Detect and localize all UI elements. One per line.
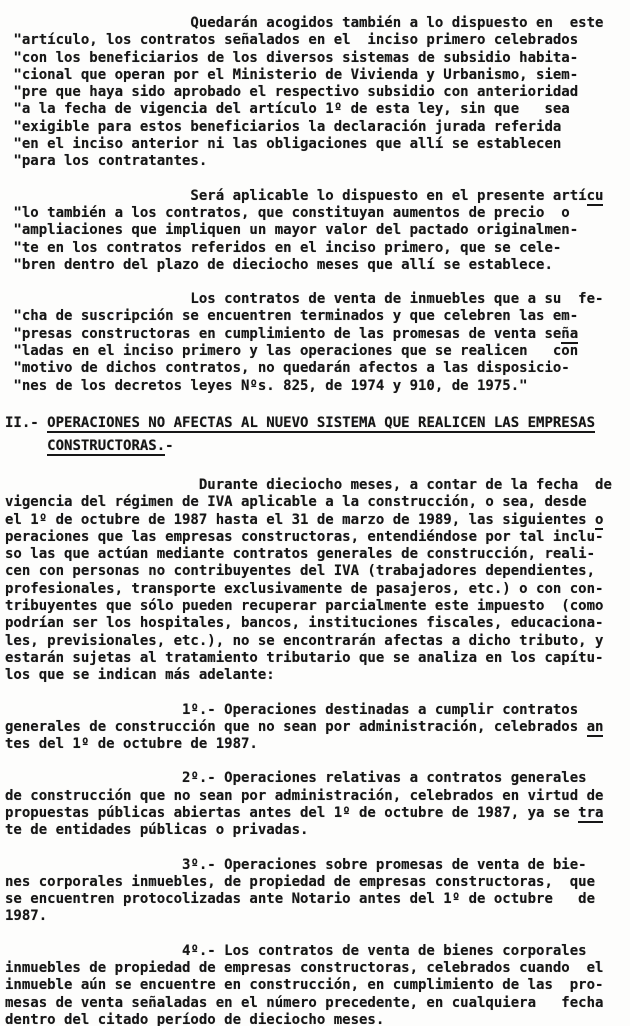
text-line	[5, 633, 626, 650]
text-segment: 1987.	[5, 908, 48, 925]
text-segment: podrían ser los hospitales, bancos, instituciones fiscales, educaciona-	[5, 615, 604, 632]
text-line	[5, 891, 626, 908]
text-segment: "nes de los decretos leyes Nºs. 825, de 1974 y 910, de 1975."	[5, 377, 528, 394]
quoted-paragraph-3	[5, 291, 626, 395]
text-line	[5, 136, 626, 153]
text-line	[5, 770, 626, 787]
text-line	[5, 805, 626, 822]
item-3	[5, 857, 626, 926]
text-segment: "para los contratantes.	[5, 153, 208, 170]
text-segment: Quedarán acogidos también a lo dispuesto en este	[5, 15, 604, 31]
text-line	[5, 908, 626, 925]
text-line	[5, 650, 626, 667]
text-segment: inmuebles de propiedad de empresas constructoras, celebrados cuando el	[5, 960, 604, 977]
text-line	[5, 343, 626, 360]
text-segment: inmueble aún se encuentre en construcción, en cumplimiento de las pro-	[5, 977, 604, 994]
text-line	[5, 15, 626, 32]
text-segment: los que se indican más adelante:	[5, 667, 275, 684]
text-line	[5, 67, 626, 84]
item-1	[5, 702, 626, 754]
text-line	[5, 222, 626, 239]
text-line	[5, 977, 626, 994]
text-segment: 3º.- Operaciones sobre promesas de venta de bie-	[5, 856, 587, 873]
text-segment: "lo también a los contratos, que constituyan aumentos de precio o	[5, 204, 570, 221]
underlined-text: an	[587, 719, 604, 738]
text-segment: estarán sujetas al tratamiento tributario que se analiza en los capítu-	[5, 649, 604, 666]
text-segment: 1º.- Operaciones destinadas a cumplir contratos	[5, 701, 579, 718]
text-line	[5, 32, 626, 49]
text-segment: -	[165, 437, 174, 454]
text-line	[5, 494, 626, 511]
text-segment: "exigible para estos beneficiarios la declaración jurada referida	[5, 118, 562, 135]
text-segment: peraciones que las empresas constructoras, entendiéndose por tal inclu-	[5, 528, 604, 545]
text-line	[5, 512, 626, 529]
text-line	[5, 326, 626, 343]
text-line	[5, 581, 626, 598]
item-2	[5, 770, 626, 839]
text-line	[5, 240, 626, 257]
underlined-text: OPERACIONES NO AFECTAS AL NUEVO SISTEMA QUE REALICEN LAS EMPRESAS	[47, 415, 595, 434]
text-line	[5, 412, 626, 435]
text-segment: cen con personas no contribuyentes del IVA (trabajadores dependientes,	[5, 563, 596, 580]
text-segment: II.-	[5, 414, 48, 431]
text-line	[5, 529, 626, 546]
text-line	[5, 788, 626, 805]
text-line	[5, 822, 626, 839]
text-line	[5, 615, 626, 632]
text-segment: Los contratos de venta de inmuebles que a su fe-	[5, 291, 604, 308]
text-segment: generales de construcción que no sean por administración, celebrados	[5, 718, 587, 735]
text-line	[5, 736, 626, 753]
text-segment: "a la fecha de vigencia del artículo 1º de esta ley, sin que sea	[5, 101, 570, 118]
underlined-text: CONSTRUCTORAS.	[47, 438, 165, 457]
text-line	[5, 857, 626, 874]
text-line	[5, 702, 626, 719]
text-line	[5, 477, 626, 494]
text-line	[5, 378, 626, 395]
item-4	[5, 943, 626, 1026]
text-line	[5, 546, 626, 563]
text-line	[5, 667, 626, 684]
text-segment: tes del 1º de octubre de 1987.	[5, 736, 258, 753]
text-line	[5, 563, 626, 580]
text-line	[5, 719, 626, 736]
text-segment: "cha de suscripción se encuentren terminados y que celebren las em-	[5, 308, 579, 325]
text-line	[5, 205, 626, 222]
text-line	[5, 291, 626, 308]
text-line	[5, 50, 626, 67]
text-segment: propuestas públicas abiertas antes del 1º de octubre de 1987, ya se	[5, 804, 579, 821]
text-segment: el 1º de octubre de 1987 hasta el 31 de marzo de 1989, las siguientes	[5, 511, 596, 528]
text-line	[5, 995, 626, 1012]
text-segment: "con los beneficiarios de los diversos sistemas de subsidio habita-	[5, 49, 579, 66]
text-segment: dentro del citado período de dieciocho meses.	[5, 1011, 385, 1026]
text-segment: profesionales, transporte exclusivamente de pasajeros, etc.) o con con-	[5, 580, 604, 597]
text-segment: Será aplicable lo dispuesto en el presente artí	[5, 187, 587, 204]
text-segment: se encuentren protocolizadas ante Notario antes del 1º de octubre de	[5, 891, 596, 908]
text-line	[5, 943, 626, 960]
text-segment: nes corporales inmuebles, de propiedad de empresas constructoras, que	[5, 873, 596, 890]
text-line	[5, 101, 626, 118]
text-segment: mesas de venta señaladas en el número precedente, en cualquiera fecha	[5, 994, 604, 1011]
text-segment: te de entidades públicas o privadas.	[5, 822, 309, 839]
text-segment: "bren dentro del plazo de dieciocho meses que allí se establece.	[5, 256, 553, 273]
text-segment: tribuyentes que sólo pueden recuperar parcialmente este impuesto (como	[5, 598, 604, 615]
text-line	[5, 119, 626, 136]
text-segment: "presas constructoras en cumplimiento de las promesas de venta se	[5, 325, 562, 342]
text-line	[5, 153, 626, 170]
text-line	[5, 960, 626, 977]
text-line	[5, 308, 626, 325]
text-segment: "cional que operan por el Ministerio de Vivienda y Urbanismo, siem-	[5, 66, 579, 83]
text-segment: so las que actúan mediante contratos generales de construcción, reali-	[5, 546, 596, 563]
quoted-paragraph-1	[5, 15, 626, 171]
text-line	[5, 84, 626, 101]
underlined-text: ña	[561, 326, 578, 345]
text-segment: "ladas en el inciso primero y las operaciones que se realicen con	[5, 343, 579, 360]
text-segment: 4º.- Los contratos de venta de bienes corporales	[5, 942, 587, 959]
underlined-text: o	[595, 512, 603, 531]
text-line	[5, 1012, 626, 1026]
text-segment: "artículo, los contratos señalados en el inciso primero celebrados	[5, 32, 579, 49]
text-segment: 2º.- Operaciones relativas a contratos generales	[5, 770, 587, 787]
text-segment: de construcción que no sean por administración, celebrados en virtud de	[5, 787, 604, 804]
text-segment: vigencia del régimen de IVA aplicable a la construcción, o sea, desde	[5, 494, 587, 511]
text-line	[5, 257, 626, 274]
quoted-paragraph-2	[5, 188, 626, 274]
underlined-text: tra	[578, 805, 603, 824]
text-segment: "pre que haya sido aprobado el respectivo subsidio con anterioridad	[5, 84, 579, 101]
text-segment	[5, 438, 47, 454]
text-segment: "motivo de dichos contratos, no quedarán afectos a las disposicio-	[5, 360, 570, 377]
text-segment: les, previsionales, etc.), no se encontrarán afectas a dicho tributo, y	[5, 632, 604, 649]
text-segment: "ampliaciones que impliquen un mayor valor del pactado originalmen-	[5, 222, 579, 239]
intro-paragraph	[5, 477, 626, 685]
text-line	[5, 598, 626, 615]
text-line	[5, 188, 626, 205]
text-line	[5, 360, 626, 377]
text-segment: "te en los contratos referidos en el inciso primero, que se cele-	[5, 239, 562, 256]
text-segment: Durante dieciocho meses, a contar de la fecha de	[5, 476, 612, 493]
text-segment: "en el inciso anterior ni las obligaciones que allí se establecen	[5, 136, 562, 153]
underlined-text: cu	[587, 188, 604, 207]
text-line	[5, 435, 626, 458]
section-heading-ii	[5, 412, 626, 458]
text-line	[5, 874, 626, 891]
